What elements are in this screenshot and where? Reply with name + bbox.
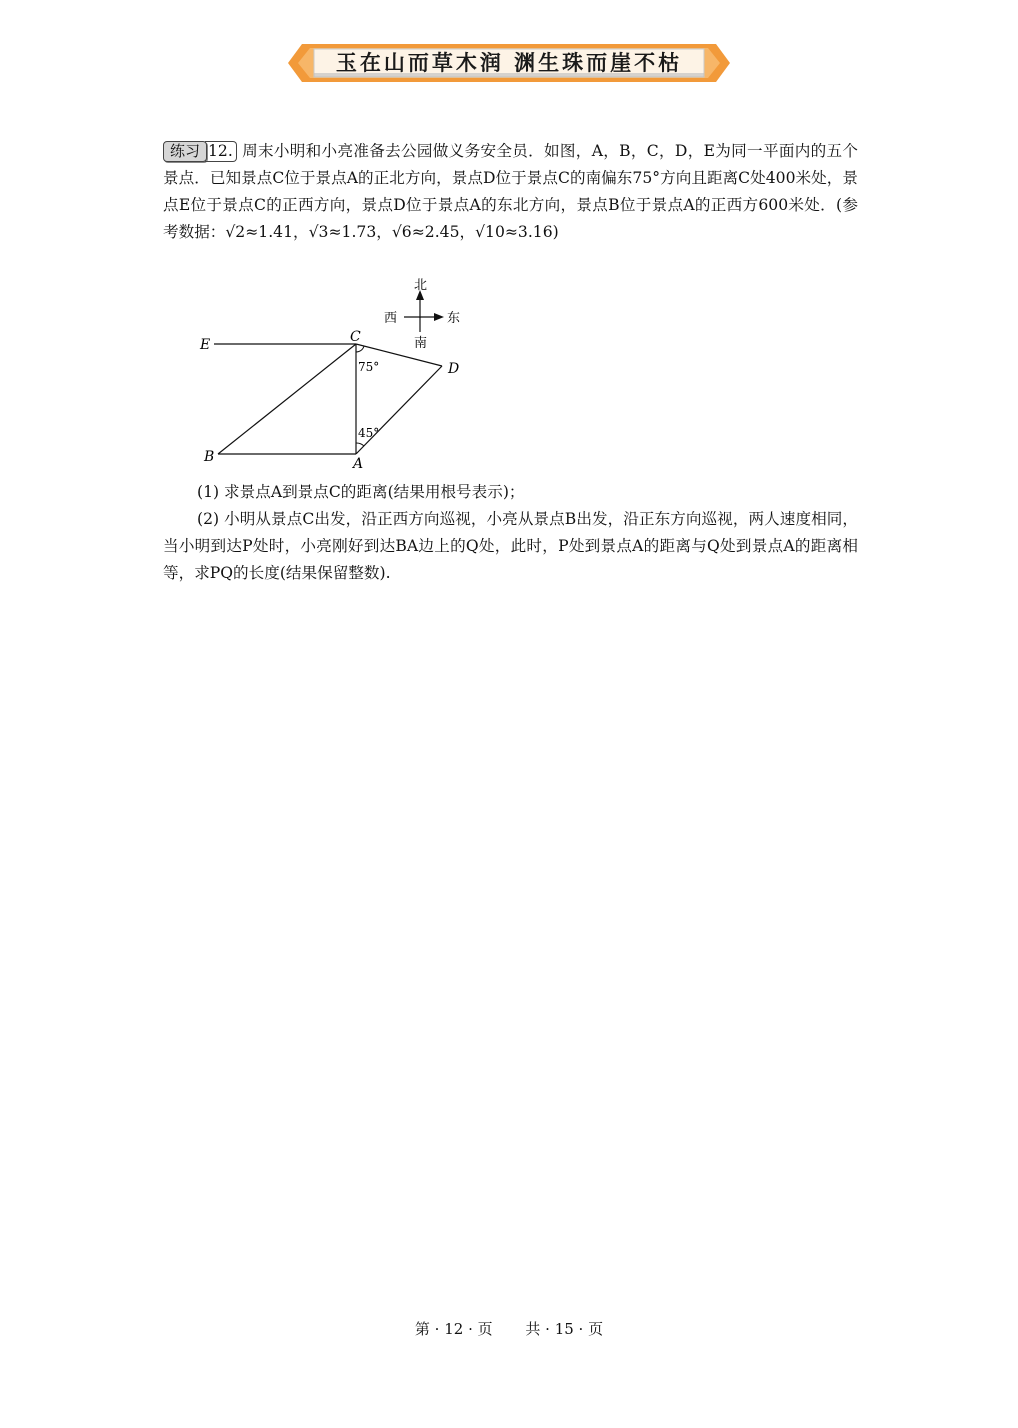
angle-label-a: 45° (358, 426, 380, 440)
question-1-text: (1) 求景点A到景点C的距离(结果用根号表示)； (197, 483, 525, 501)
point-label-b: B (204, 449, 215, 465)
page-total: 共 · 15 · 页 (525, 1320, 604, 1338)
compass-south-label: 南 (414, 336, 428, 351)
angle-label-c: 75° (358, 360, 380, 374)
compass-rose (384, 278, 460, 351)
point-label-a: A (353, 456, 364, 470)
header-banner (288, 42, 730, 84)
figure-svg (190, 270, 480, 470)
line-bc (218, 344, 356, 454)
banner-text: 玉在山而草木润 渊生珠而崖不枯 (335, 50, 683, 75)
angle-arc-a (356, 443, 364, 446)
exercise-tag: 练习 (163, 141, 207, 162)
page-number: 第 · 12 · 页 (414, 1320, 493, 1338)
problem-statement (163, 138, 858, 246)
compass-east-label: 东 (447, 311, 461, 326)
point-label-e: E (200, 337, 211, 353)
page-footer (0, 1318, 1018, 1339)
east-arrow-icon (434, 313, 444, 321)
problem-number: 12. (205, 141, 237, 162)
question-1 (163, 479, 858, 506)
point-label-d: D (448, 361, 460, 377)
angle-arc-c (356, 346, 364, 352)
problem-text: 周末小明和小亮准备去公园做义务安全员．如图，A，B，C，D，E为同一平面内的五个景点．已知景点C位于景点A的正北方向，景点D位于景点C的南偏东75°方向且距离C处400米处，景点E位于景点C的正西方向，景点D位于景点A的东北方向，景点B位于景点A的正西方600米处．(参考数据：√2≈1.41，√3≈1.73，√6≈2.45，√10≈3.16) (163, 142, 858, 241)
compass-north-label: 北 (414, 278, 428, 293)
point-label-c: C (350, 329, 361, 345)
question-2-text: (2) 小明从景点C出发，沿正西方向巡视，小亮从景点B出发，沿正东方向巡视，两人速度相同，当小明到达P处时，小亮刚好到达BA边上的Q处，此时，P处到景点A的距离与Q处到景点A的距离相等，求PQ的长度(结果保留整数). (163, 510, 858, 582)
line-ad (356, 366, 442, 454)
geometry-figure (190, 270, 480, 474)
compass-west-label: 西 (384, 311, 398, 326)
question-2 (163, 506, 858, 587)
